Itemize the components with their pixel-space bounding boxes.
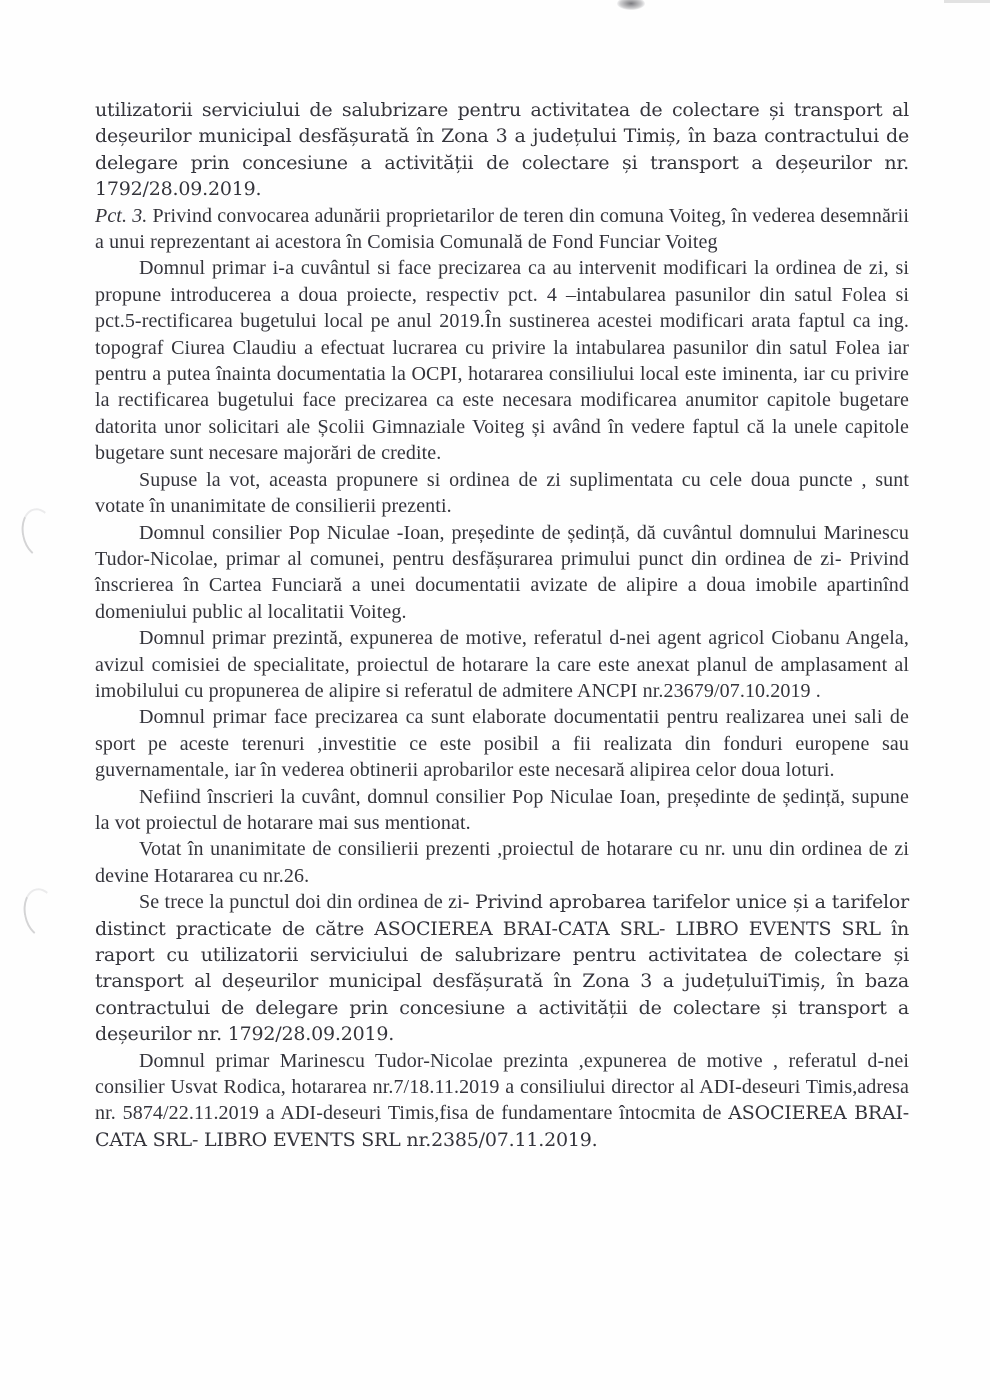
tariff-docs-text: Domnul primar Marinescu Tudor-Nicolae prezinta ,expunerea de motive , referatul d-nei consilier Usvat Rodica, hotararea nr.7/18.11.2019 a consiliului director al ADI-deseuri Timis,adresa nr. 5874/22.11.2019 a ADI-deseuri Timis,fisa de fundamentare întocmita de: [95, 1049, 909, 1125]
scan-smudge-artifact: [617, 0, 645, 10]
paragraph-pct3-title: [95, 203, 909, 256]
punch-hole-shadow-lower: [19, 885, 63, 941]
document-text-block: [95, 97, 909, 1153]
pct3-title-text: Privind convocarea adunării proprietarilor de teren din comuna Voiteg, în vederea desemnării a unui reprezentant ai acestora în Comisia Comunală de Fond Funciar Voiteg: [95, 204, 909, 254]
paragraph-unanimous-vote-hot26: Votat în unanimitate de consilierii prezenti ,proiectul de hotarare cu nr. unu din ordinea de zi devine Hotararea cu nr.26.: [95, 838, 909, 887]
paragraph-no-speakers-vote: Nefiind înscrieri la cuvânt, domnul consilier Pop Niculae Ioan, președinte de ședință, supune la vot proiectul de hotarare mai sus mentionat.: [95, 785, 909, 834]
scan-edge-artifact: [944, 0, 990, 3]
paragraph-mayor-agenda-changes: Domnul primar i-a cuvântul si face precizarea ca au intervenit modificari la ordinea de zi, si propune introducerea a doua proiecte, respectiv pct. 4 –intabularea pasunilor din satul Folea si pct.5-rectificarea bugetului local pe anul 2019.În sustinerea acestei modificari arata faptul ca ing. topograf Ciurea Claudiu a efectuat lucrarea cu privire la intabularea pasunilor din satul Folea iar pentru a putea înainta documentatia la OCPI, hotararea consiliului local este iminenta, iar cu privire la rectificarea bugetului face precizarea ca este necesara modificarea anumitor capitole bugetare datorita unor solicitari ale Școlii Gimnaziale Voiteg și având în vedere faptul că la unele capitole bugetare sunt necesare majorări de credite.: [95, 257, 909, 465]
paragraph-mayor-presents-tariff-docs: [95, 1048, 909, 1154]
tariff-docs-association-ref: ASOCIEREA BRAI-CATA SRL- LIBRO EVENTS SRL nr.2385/07.11.2019.: [95, 1102, 909, 1151]
point-two-title: Privind aprobarea tarifelor unice și a tarifelor distinct practicate de către ASOCIEREA BRAI-CATA SRL- LIBRO EVENTS SRL în raport cu utilizatorii serviciului de salubrizare pentru activitatea de colectare și transport al deșeurilor municipal desfășurată în Zona 3 a județuluiTimiș, în baza contractului de delegare prin concesiune a activității de colectare și transport a deșeurilor nr. 1792/28.09.2019.: [95, 891, 909, 1046]
paragraph-chairman-gives-floor: Domnul consilier Pop Niculae -Ioan, președinte de ședință, dă cuvântul domnului Marinescu Tudor-Nicolae, primar al comunei, pentru desfășurarea primului punct din ordinea de zi- Privind înscrierea în Cartea Funciară a unei documentatii avizate de alipire a doua imobile apartinînd domeniului public al localitatii Voiteg.: [95, 521, 909, 623]
paragraph-sports-hall-note: Domnul primar face precizarea ca sunt elaborate documentatii pentru realizarea unei sali de sport pe aceste terenuri ,investitie ce este posibil a fii realizata din fonduri europene sau guvernamentale, iar în vederea obtinerii aprobarilor este necesară alipirea celor doua loturi.: [95, 706, 909, 782]
pct3-italic-lead: Pct. 3.: [95, 204, 148, 227]
point-two-intro: Se trece la punctul doi din ordinea de zi-: [139, 891, 475, 914]
paragraph-point-two-tariffs: [95, 889, 909, 1047]
paragraph-mayor-presents-docs: Domnul primar prezintă, expunerea de motive, referatul d-nei agent agricol Ciobanu Angela, avizul comisiei de specialitate, proiectul de hotarare la care este anexat planul de amplasament al imobilului cu propunerea de alipire si referatul de admitere ANCPI nr.23679/07.10.2019 .: [95, 627, 909, 702]
punch-hole-shadow-upper: [17, 505, 61, 561]
paragraph-continuation-pct2-title: utilizatorii serviciului de salubrizare pentru activitatea de colectare și transport al deșeurilor municipal desfășurată în Zona 3 a județului Timiș, în baza contractului de delegare prin concesiune a activității de colectare și transport a deșeurilor nr. 1792/28.09.2019.: [95, 99, 909, 201]
paragraph-vote-agenda: Supuse la vot, aceasta propunere si ordinea de zi suplimentata cu cele doua puncte , sunt votate în unanimitate de consilierii prezenti.: [95, 468, 909, 518]
